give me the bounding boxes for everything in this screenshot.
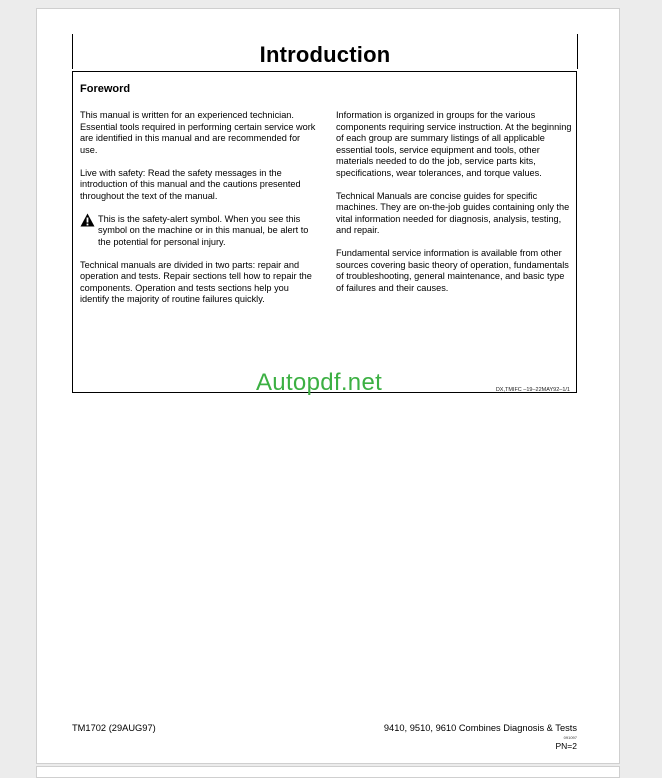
page-number: PN=2 [555, 741, 577, 751]
paragraph: Live with safety: Read the safety messages in the introduction of this manual and the cautions presented throughout the text of the manual. [80, 167, 301, 201]
safety-alert-icon [80, 213, 95, 231]
left-column [80, 110, 316, 317]
foreword-box [72, 71, 577, 393]
paragraph: Information is organized in groups for the various components requiring service instruction. At the beginning of each group are summary listings of all applicable essential tools, service equipment and tools, other materials needed to do the job, service parts kits, specifications, wear tolerances, and torque values. [336, 110, 572, 178]
page-title: Introduction [259, 42, 391, 67]
paragraph: This manual is written for an experienced technician. Essential tools required in performing certain service work are identified in this manual and are recommended for use. [80, 110, 316, 155]
next-page-edge [36, 766, 620, 778]
watermark: Autopdf.net [256, 369, 383, 396]
footer-code: 091097 [563, 735, 577, 740]
reference-code: DX,TMIFC –19–22MAY92–1/1 [495, 387, 570, 393]
paragraph: Technical manuals are divided in two parts: repair and operation and tests. Repair sections tell how to repair the components. Operation and tests sections help you identify the majority of routine failures quickly. [80, 259, 312, 304]
footer-manual-id: TM1702 (29AUG97) [72, 723, 156, 733]
paragraph: Technical Manuals are concise guides for specific machines. They are on-the-job guides containing only the vital information needed for diagnosis, analysis, testing, and repair. [336, 190, 570, 235]
safety-alert-text: This is the safety-alert symbol. When you see this symbol on the machine or in this manual, be alert to the potential for personal injury. [98, 213, 309, 247]
document-page [36, 8, 620, 764]
safety-alert-paragraph [80, 214, 316, 249]
foreword-heading: Foreword [80, 83, 131, 95]
title-rule-right [577, 34, 578, 69]
right-column [336, 110, 572, 306]
paragraph: Fundamental service information is available from other sources covering basic theory of operation, fundamentals of troubleshooting, general maintenance, and basic type of failures and their causes. [336, 248, 569, 293]
footer-manual-title: 9410, 9510, 9610 Combines Diagnosis & Tests [383, 723, 577, 733]
